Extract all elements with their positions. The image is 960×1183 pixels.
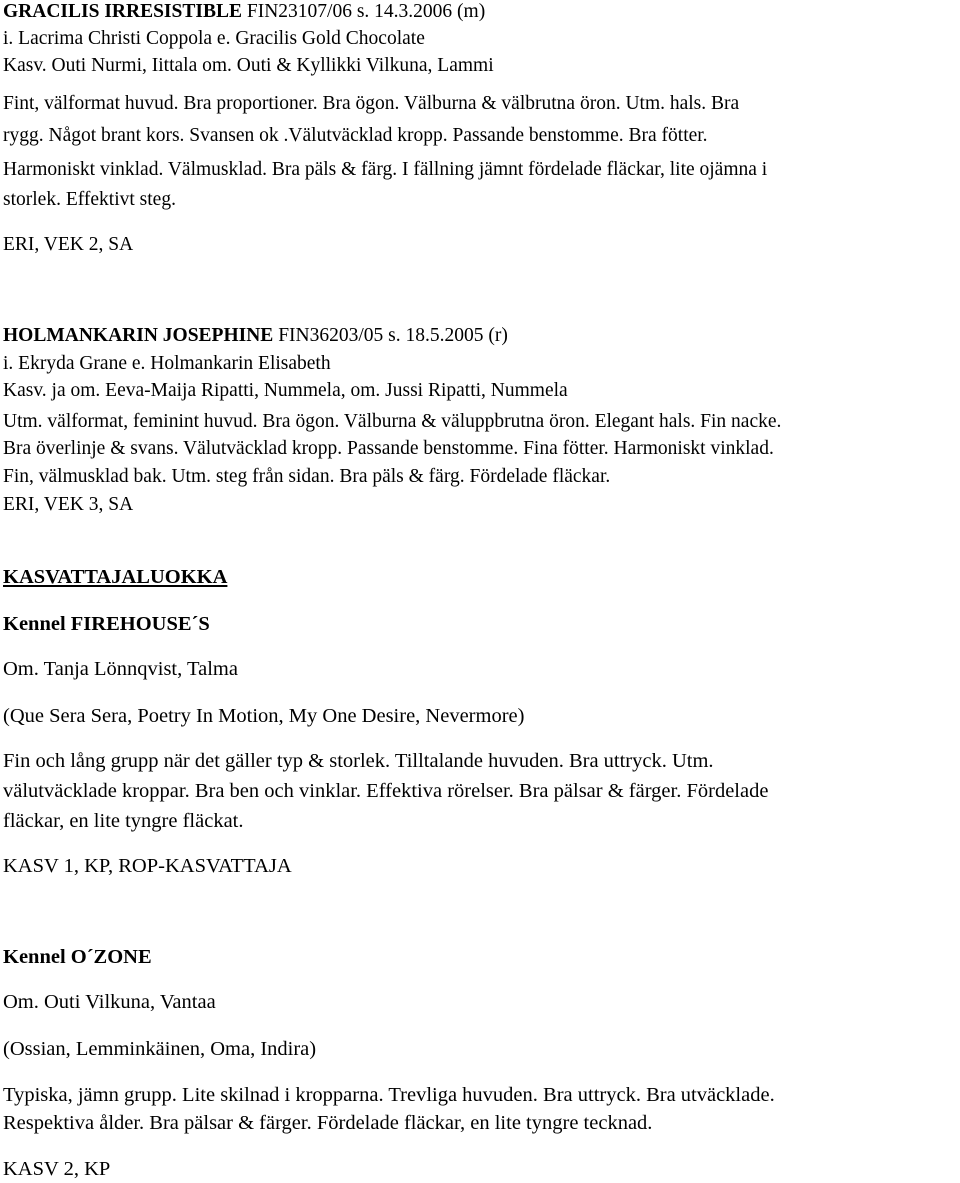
kennel2-critique-line: Typiska, jämn grupp. Lite skilnad i kropparna. Trevliga huvuden. Bra uttryck. Bra utväcklade.	[3, 1084, 775, 1106]
entry1-title-line	[3, 1, 485, 23]
entry2-critique-line: Fin, välmusklad bak. Utm. steg från sidan. Bra päls & färg. Fördelade fläckar.	[3, 466, 611, 487]
kennel2-dogs: (Ossian, Lemminkäinen, Oma, Indira)	[3, 1038, 317, 1060]
entry1-reg: FIN23107/06 s. 14.3.2006 (m)	[241, 1, 486, 22]
kennel1-critique-line: välutväcklade kroppar. Bra ben och vinklar. Effektiva rörelser. Bra pälsar & färger. Fördelade	[3, 780, 769, 802]
kennel1-critique-line: fläckar, en lite tyngre fläckat.	[3, 810, 244, 832]
entry2-breeder: Kasv. ja om. Eeva-Maija Ripatti, Nummela, om. Jussi Ripatti, Nummela	[3, 380, 568, 401]
kennel2-name: Kennel O´ZONE	[3, 946, 152, 968]
entry2-name: HOLMANKARIN JOSEPHINE	[3, 325, 274, 346]
kennel2-owner: Om. Outi Vilkuna, Vantaa	[3, 991, 216, 1013]
kennel1-result: KASV 1, KP, ROP-KASVATTAJA	[3, 855, 292, 877]
entry1-critique-line: Harmoniskt vinklad. Välmusklad. Bra päls & färg. I fällning jämnt fördelade fläckar, lite ojämna i	[3, 159, 768, 180]
entry2-result: ERI, VEK 3, SA	[3, 494, 134, 515]
entry2-reg: FIN36203/05 s. 18.5.2005 (r)	[273, 325, 508, 346]
section-heading: KASVATTAJALUOKKA	[3, 566, 228, 588]
entry2-title-line	[3, 325, 508, 347]
entry2-critique-line: Bra överlinje & svans. Välutväcklad kropp. Passande benstomme. Fina fötter. Harmoniskt vinklad.	[3, 438, 774, 459]
entry2-critique-line: Utm. välformat, feminint huvud. Bra ögon. Välburna & väluppbrutna öron. Elegant hals. Fin nacke.	[3, 411, 782, 432]
entry1-result: ERI, VEK 2, SA	[3, 234, 134, 255]
kennel1-dogs: (Que Sera Sera, Poetry In Motion, My One Desire, Nevermore)	[3, 705, 525, 727]
kennel2-critique-line: Respektiva ålder. Bra pälsar & färger. Fördelade fläckar, en lite tyngre tecknad.	[3, 1112, 653, 1134]
entry1-name: GRACILIS IRRESISTIBLE	[3, 1, 242, 22]
kennel2-result: KASV 2, KP	[3, 1158, 111, 1180]
entry1-parents: i. Lacrima Christi Coppola e. Gracilis Gold Chocolate	[3, 28, 425, 49]
kennel1-name: Kennel FIREHOUSE´S	[3, 613, 210, 635]
entry2-parents: i. Ekryda Grane e. Holmankarin Elisabeth	[3, 353, 331, 374]
entry1-critique-line: rygg. Något brant kors. Svansen ok .Välutväcklad kropp. Passande benstomme. Bra fötter.	[3, 125, 708, 146]
entry1-critique-line: Fint, välformat huvud. Bra proportioner. Bra ögon. Välburna & välbrutna öron. Utm. hals. Bra	[3, 93, 740, 114]
kennel1-critique-line: Fin och lång grupp när det gäller typ & storlek. Tilltalande huvuden. Bra uttryck. Utm.	[3, 750, 714, 772]
entry1-critique-line: storlek. Effektivt steg.	[3, 189, 176, 210]
kennel1-owner: Om. Tanja Lönnqvist, Talma	[3, 658, 238, 680]
entry1-breeder: Kasv. Outi Nurmi, Iittala om. Outi & Kyllikki Vilkuna, Lammi	[3, 55, 494, 76]
